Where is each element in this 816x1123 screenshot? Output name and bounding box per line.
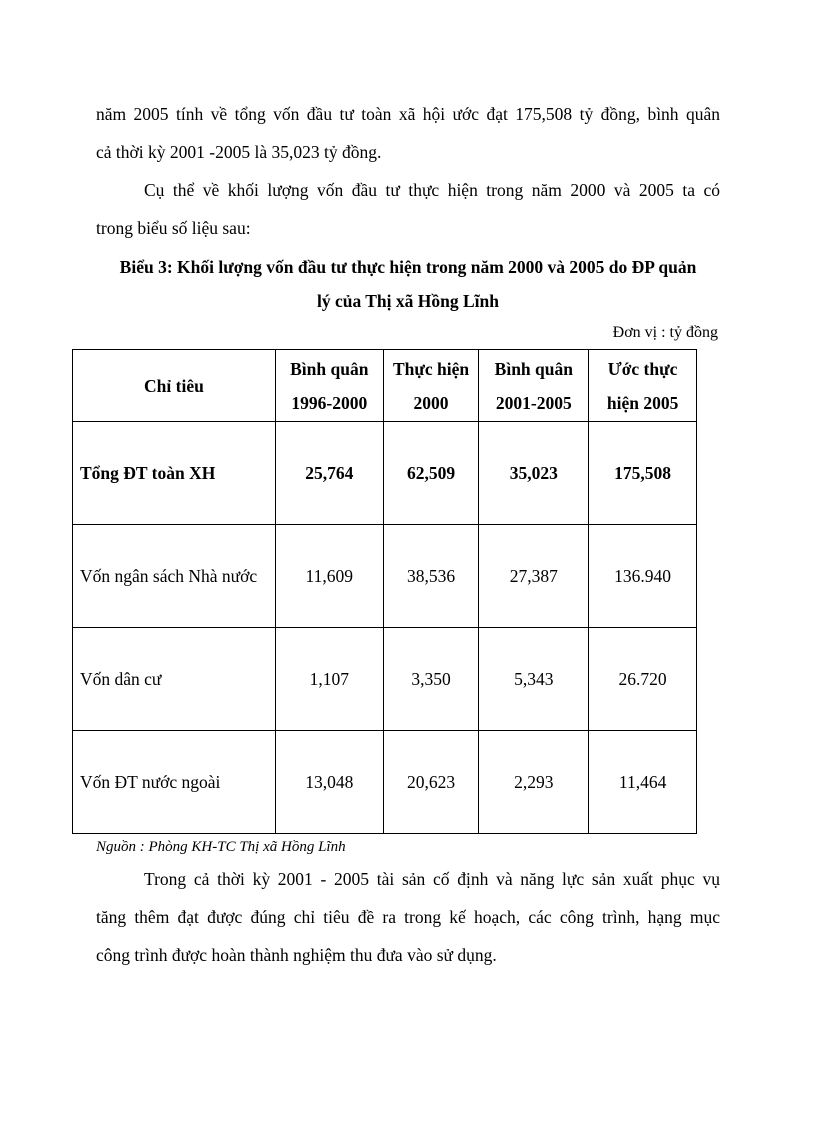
table-cell: 11,609 <box>275 525 383 628</box>
paragraph-line: năm 2005 tính về tổng vốn đầu tư toàn xã hội ước đạt 175,508 tỷ đồng, bình quân <box>96 104 720 124</box>
column-header-avg-2001-2005 <box>479 350 589 422</box>
header-text: Bình quân <box>290 358 369 379</box>
table-row <box>73 525 697 628</box>
paragraph-conclusion <box>96 860 720 974</box>
paragraph-line: tăng thêm đạt được đúng chỉ tiêu đề ra trong kế hoạch, các công trình, hạng mục <box>96 907 720 927</box>
paragraph-table-intro <box>96 171 720 247</box>
table-cell: 20,623 <box>383 731 479 834</box>
table-cell: 2,293 <box>479 731 589 834</box>
column-header-estimate-2005 <box>589 350 697 422</box>
table-cell: 38,536 <box>383 525 479 628</box>
table-cell: 3,350 <box>383 628 479 731</box>
header-text: 1996-2000 <box>291 392 368 413</box>
table-cell: 35,023 <box>479 422 589 525</box>
row-label: Vốn ngân sách Nhà nước <box>73 525 276 628</box>
table-cell: 25,764 <box>275 422 383 525</box>
table-cell: 1,107 <box>275 628 383 731</box>
unit-note: Đơn vị : tỷ đồng <box>612 324 718 341</box>
table-cell: 5,343 <box>479 628 589 731</box>
row-label: Tổng ĐT toàn XH <box>73 422 276 525</box>
row-label: Vốn dân cư <box>73 628 276 731</box>
table-title-line: Biểu 3: Khối lượng vốn đầu tư thực hiện trong năm 2000 và 2005 do ĐP quản <box>119 257 697 277</box>
table-title <box>96 250 720 318</box>
column-header-indicator <box>73 350 276 422</box>
table-cell: 11,464 <box>589 731 697 834</box>
header-text: Bình quân <box>494 358 573 379</box>
header-text: 2001-2005 <box>495 392 572 413</box>
header-text: Chỉ tiêu <box>144 375 204 396</box>
header-text: hiện 2005 <box>606 392 679 413</box>
table-header-row <box>73 350 697 422</box>
paragraph-line: cả thời kỳ 2001 -2005 là 35,023 tỷ đồng. <box>96 142 382 162</box>
paragraph-line: Cụ thể về khối lượng vốn đầu tư thực hiện trong năm 2000 và 2005 ta có <box>144 180 720 200</box>
header-text: Ước thực <box>607 358 678 379</box>
column-header-avg-1996-2000 <box>275 350 383 422</box>
table-row <box>73 422 697 525</box>
row-label: Vốn ĐT nước ngoài <box>73 731 276 834</box>
header-text: Thực hiện <box>392 358 470 379</box>
table-row <box>73 628 697 731</box>
header-text: 2000 <box>413 392 449 413</box>
table-cell: 136.940 <box>589 525 697 628</box>
table-title-line: lý của Thị xã Hồng Lĩnh <box>316 291 500 311</box>
table-row <box>73 731 697 834</box>
paragraph-line: trong biểu số liệu sau: <box>96 218 251 238</box>
paragraph-line: Trong cả thời kỳ 2001 - 2005 tài sản cố định và năng lực sản xuất phục vụ <box>144 869 720 889</box>
table-cell: 13,048 <box>275 731 383 834</box>
investment-table <box>72 349 697 834</box>
paragraph-line: công trình được hoàn thành nghiệm thu đưa vào sử dụng. <box>96 945 497 965</box>
paragraph-investment-summary <box>96 95 720 171</box>
table-cell: 26.720 <box>589 628 697 731</box>
table-cell: 62,509 <box>383 422 479 525</box>
table-cell: 27,387 <box>479 525 589 628</box>
source-note: Nguồn : Phòng KH-TC Thị xã Hồng Lĩnh <box>96 839 346 855</box>
table-cell: 175,508 <box>589 422 697 525</box>
column-header-actual-2000 <box>383 350 479 422</box>
